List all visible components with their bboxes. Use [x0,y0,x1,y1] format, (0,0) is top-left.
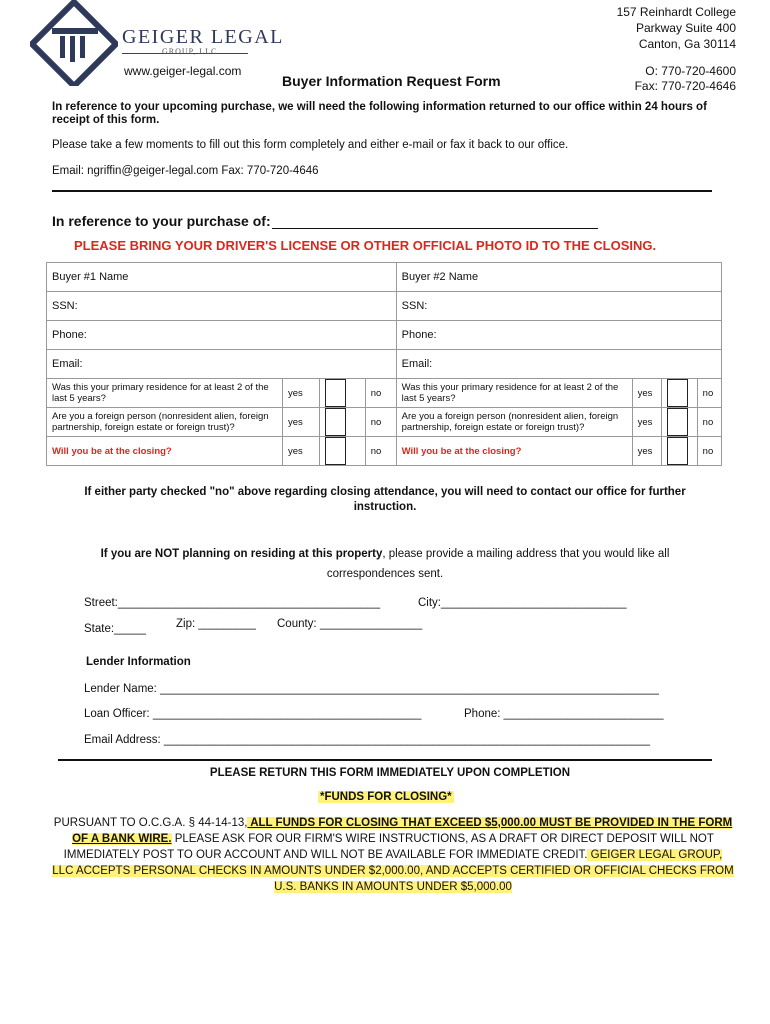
intro-text: In reference to your upcoming purchase, we will need the following information returned to our office within 24 hours of receipt of this form. [52,101,707,126]
buyer1-primary-yes-checkbox[interactable] [325,379,346,407]
funds-policy: PURSUANT TO O.C.G.A. § 44-14-13, ALL FUNDS FOR CLOSING THAT EXCEED $5,000.00 MUST BE PROVIDED IN THE FORM OF A BANK WIRE. PLEASE ASK FOR OUR FIRM'S WIRE INSTRUCTIONS, AS A DRAFT OR DIRECT DEPOSIT WILL NOT IMMEDIATELY POST TO OUR ACCOUNT AND WILL NOT BE AVAILABLE FOR IMMEDIATE CREDIT. GEIGER LEGAL GROUP, LLC ACCEPTS PERSONAL CHECKS IN AMOUNTS UNDER $2,000.00, AND ACCEPTS CERTIFIED OR OFFICIAL CHECKS FROM U.S. BANKS IN AMOUNTS UNDER $5,000.00 [52,817,734,893]
buyer2-closing-question: Will you be at the closing? [396,437,632,466]
buyer1-foreign-yes-label: yes [283,408,320,437]
firm-phone-fax: O: 770-720-4600 Fax: 770-720-4646 [634,64,736,93]
buyer1-ssn-field[interactable]: SSN: [47,292,397,321]
contact-line: Email: ngriffin@geiger-legal.com Fax: 770-720-4646 [52,165,319,177]
state-field[interactable]: State:_____ [84,623,147,635]
photo-id-notice: PLEASE BRING YOUR DRIVER'S LICENSE OR OTHER OFFICIAL PHOTO ID TO THE CLOSING. [74,238,657,253]
divider [52,190,712,192]
loan-officer-field[interactable]: Loan Officer: __________________________________________ [84,708,422,720]
buyer2-foreign-no-label: no [697,408,721,437]
buyer-info-table [46,262,722,466]
buyer1-closing-no-label: no [365,437,396,466]
buyer2-primary-no-label: no [697,379,721,408]
buyer2-ssn-field[interactable]: SSN: [396,292,721,321]
buyer1-closing-yes-checkbox[interactable] [325,437,346,465]
firm-website: www.geiger-legal.com [124,64,242,78]
buyer1-closing-question: Will you be at the closing? [47,437,283,466]
funds-heading: *FUNDS FOR CLOSING* [320,791,452,803]
lender-phone-field[interactable]: Phone: _________________________ [464,708,664,720]
buyer1-primary-yes-label: yes [283,379,320,408]
buyer1-foreign-yes-checkbox[interactable] [325,408,346,436]
street-field[interactable]: Street:_________________________________________ [84,597,381,609]
lender-heading: Lender Information [86,656,191,668]
buyer1-closing-yes-label: yes [283,437,320,466]
buyer2-primary-question: Was this your primary residence for at least 2 of the last 5 years? [396,379,632,408]
buyer1-primary-question: Was this your primary residence for at least 2 of the last 5 years? [47,379,283,408]
buyer2-phone-field[interactable]: Phone: [396,321,721,350]
buyer2-name-field[interactable]: Buyer #2 Name [396,263,721,292]
lender-name-field[interactable]: Lender Name: ______________________________________________________________________________ [84,683,659,695]
buyer1-primary-no-label: no [365,379,396,408]
buyer2-closing-yes-checkbox[interactable] [667,437,688,465]
buyer2-foreign-yes-checkbox[interactable] [667,408,688,436]
buyer2-foreign-question: Are you a foreign person (nonresident alien, foreign partnership, foreign estate or foreign trust)? [396,408,632,437]
lender-email-field[interactable]: Email Address: ____________________________________________________________________________ [84,734,650,746]
buyer2-closing-yes-label: yes [632,437,661,466]
county-field[interactable]: County: ________________ [277,618,423,630]
firm-address: 157 Reinhardt College Parkway Suite 400 Canton, Ga 30114 [616,5,736,51]
buyer2-email-field[interactable]: Email: [396,350,721,379]
buyer1-name-field[interactable]: Buyer #1 Name [47,263,397,292]
form-title: Buyer Information Request Form [282,73,501,89]
buyer2-primary-yes-checkbox[interactable] [667,379,688,407]
buyer2-closing-no-label: no [697,437,721,466]
attendance-note: If either party checked "no" above regarding closing attendance, you will need to contact our office for further instruction. [84,486,686,513]
firm-name: GEIGER LEGAL [122,26,284,48]
firm-logo-icon [30,0,118,86]
buyer2-primary-yes-label: yes [632,379,661,408]
buyer1-email-field[interactable]: Email: [47,350,397,379]
return-notice: PLEASE RETURN THIS FORM IMMEDIATELY UPON COMPLETION [209,767,571,779]
residence-note: If you are NOT planning on residing at this property, please provide a mailing address that you would like all correspondences sent. [100,548,670,580]
purchase-label: In reference to your purchase of: [52,213,271,229]
purchase-field[interactable] [272,228,598,229]
buyer1-foreign-question: Are you a foreign person (nonresident alien, foreign partnership, foreign estate or foreign trust)? [47,408,283,437]
divider [58,759,712,761]
buyer1-phone-field[interactable]: Phone: [47,321,397,350]
firm-subname: GROUP, LLC [162,47,218,56]
buyer1-foreign-no-label: no [365,408,396,437]
city-field[interactable]: City:_____________________________ [418,597,627,609]
buyer2-foreign-yes-label: yes [632,408,661,437]
instructions-text: Please take a few moments to fill out this form completely and either e-mail or fax it back to our office. [52,139,569,151]
zip-field[interactable]: Zip: _________ [176,618,256,630]
